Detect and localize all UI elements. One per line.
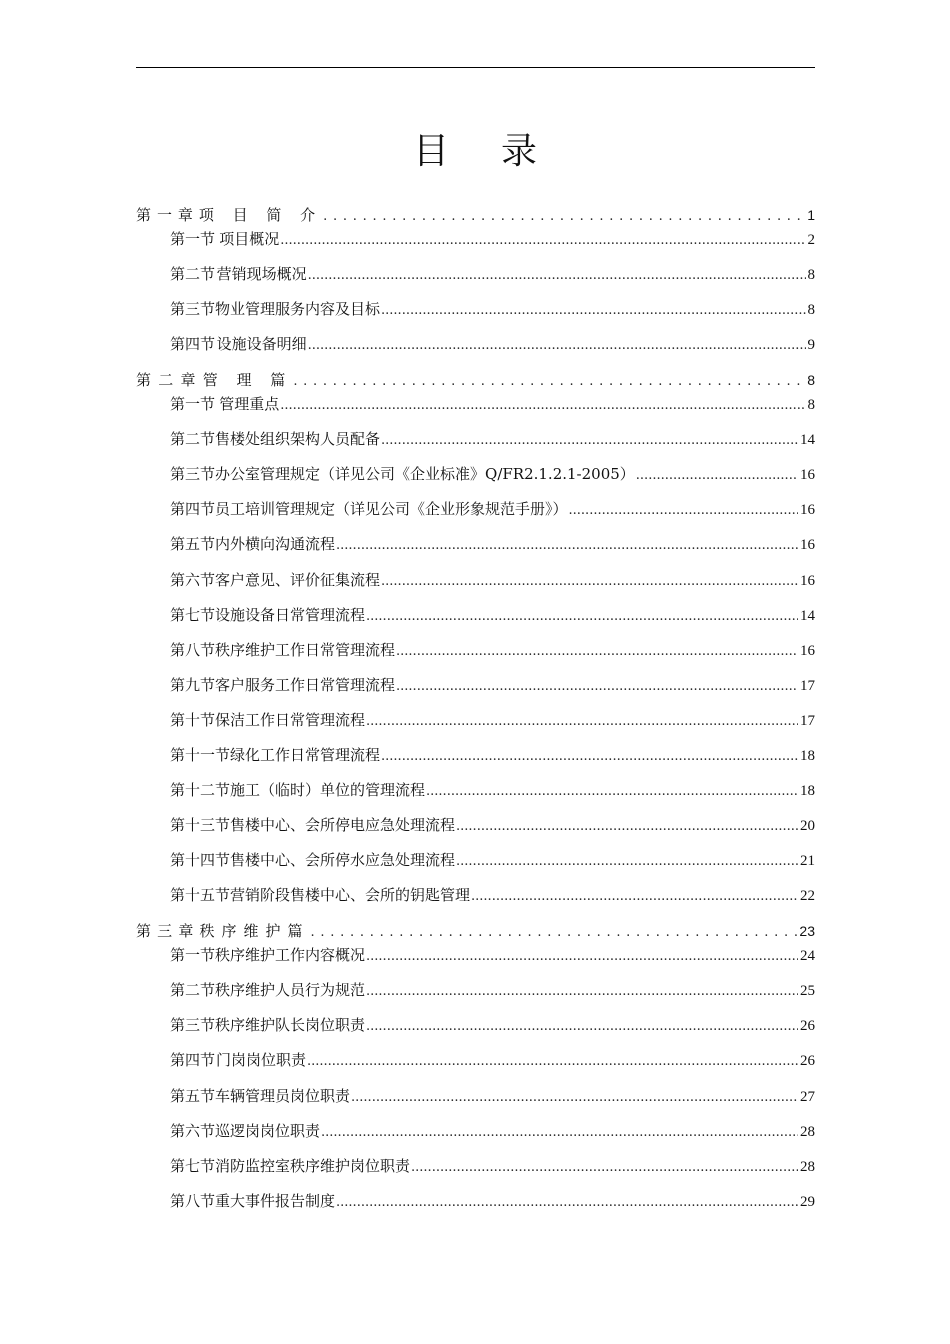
- section-title: 秩序维护队长岗位职责: [215, 1016, 366, 1034]
- toc-section-entry[interactable]: [136, 849, 815, 871]
- section-page-number: 26: [800, 1053, 815, 1069]
- dot-leader: [280, 393, 805, 417]
- section-page-number: 24: [800, 948, 815, 964]
- section-page-number: 14: [800, 432, 815, 448]
- section-title: 保洁工作日常管理流程: [215, 711, 366, 729]
- toc-section-entry[interactable]: [136, 533, 815, 555]
- dot-leader: [411, 1155, 798, 1179]
- section-label: 第六节: [170, 571, 216, 589]
- chapter-page-number: 8: [807, 372, 815, 388]
- section-title: 物业管理服务内容及目标: [215, 300, 381, 318]
- section-page-number: 28: [800, 1124, 815, 1140]
- chapter-label-char: 章: [178, 922, 194, 940]
- dot-leader: [323, 204, 805, 228]
- section-label: 第十二节: [170, 781, 231, 799]
- section-page-number: 22: [800, 888, 815, 904]
- chapter-label: [136, 204, 199, 226]
- toc-section-entry[interactable]: [136, 1049, 815, 1071]
- chapter-page-number: 23: [799, 923, 815, 939]
- section-title: 秩序维护人员行为规范: [215, 981, 366, 999]
- chapter-label-char: 章: [177, 206, 193, 224]
- toc-section-entry[interactable]: [136, 1155, 815, 1177]
- section-page-number: 9: [807, 337, 815, 353]
- toc-section-entry[interactable]: [136, 884, 815, 906]
- section-page-number: 2: [807, 232, 815, 248]
- dot-leader: [426, 779, 798, 803]
- section-page-number: 18: [800, 748, 815, 764]
- toc-section-entry[interactable]: [136, 263, 815, 285]
- section-page-number: 28: [800, 1159, 815, 1175]
- section-label: 第六节: [170, 1122, 216, 1140]
- toc-section-entry[interactable]: [136, 298, 815, 320]
- toc-chapter-entry[interactable]: [136, 920, 815, 942]
- section-page-number: 16: [800, 467, 815, 483]
- section-label: 第五节: [170, 1087, 216, 1105]
- chapter-label-char: 一: [156, 206, 172, 224]
- section-label: 第二节: [170, 430, 216, 448]
- section-page-number: 27: [800, 1089, 815, 1105]
- toc-section-entry[interactable]: [136, 639, 815, 661]
- section-label: 第二节: [170, 265, 216, 283]
- section-label: 第一节: [170, 946, 216, 964]
- section-title: 内外横向沟通流程: [215, 535, 336, 553]
- section-page-number: 26: [800, 1018, 815, 1034]
- section-title: 巡逻岗岗位职责: [215, 1122, 321, 1140]
- section-label: 第三节: [170, 1016, 216, 1034]
- section-title: 客户意见、评价征集流程: [215, 571, 381, 589]
- dot-leader: [366, 944, 798, 968]
- section-page-number: 25: [800, 983, 815, 999]
- section-title: 设施设备明细: [216, 335, 307, 353]
- dot-leader: [308, 263, 806, 287]
- dot-leader: [471, 884, 798, 908]
- section-page-number: 18: [800, 783, 815, 799]
- section-page-number: 16: [800, 573, 815, 589]
- header-rule: [136, 67, 815, 68]
- section-title: 车辆管理员岗位职责: [215, 1087, 351, 1105]
- section-title: 售楼处组织架构人员配备: [215, 430, 381, 448]
- section-page-number: 8: [807, 397, 815, 413]
- section-label: 第十五节: [170, 886, 231, 904]
- toc-section-entry[interactable]: [136, 744, 815, 766]
- dot-leader: [311, 920, 798, 944]
- section-label: 第十四节: [170, 851, 231, 869]
- chapter-label-char: 章: [180, 371, 196, 389]
- chapter-label-char: 第: [136, 206, 152, 224]
- toc-chapter-entry[interactable]: [136, 369, 815, 391]
- toc-section-entry[interactable]: [136, 428, 815, 450]
- section-title: 办公室管理规定（详见公司《企业标准》Q/FR2.1.2.1-2005）: [215, 465, 635, 483]
- section-label: 第四节: [170, 1051, 216, 1069]
- section-page-number: 14: [800, 608, 815, 624]
- section-label: 第二节: [170, 981, 216, 999]
- section-label: 第十一节: [170, 746, 231, 764]
- dot-leader: [569, 498, 798, 522]
- section-title: 消防监控室秩序维护岗位职责: [215, 1157, 411, 1175]
- toc-section-entry[interactable]: [136, 498, 815, 520]
- section-title: 客户服务工作日常管理流程: [215, 676, 396, 694]
- section-title: 营销阶段售楼中心、会所的钥匙管理: [230, 886, 471, 904]
- section-label: 第九节: [170, 676, 216, 694]
- section-page-number: 20: [800, 818, 815, 834]
- section-page-number: 29: [800, 1194, 815, 1210]
- section-title: 项目概况: [219, 230, 280, 248]
- section-title: 营销现场概况: [216, 265, 307, 283]
- section-title: 绿化工作日常管理流程: [230, 746, 381, 764]
- toc-section-entry[interactable]: [136, 228, 815, 250]
- dot-leader: [366, 604, 798, 628]
- section-page-number: 17: [800, 713, 815, 729]
- dot-leader: [308, 333, 806, 357]
- section-label: 第八节: [170, 641, 216, 659]
- toc-section-entry[interactable]: [136, 709, 815, 731]
- section-title: 售楼中心、会所停电应急处理流程: [230, 816, 456, 834]
- toc-title-char: 目: [412, 131, 449, 172]
- dot-leader: [381, 569, 798, 593]
- section-page-number: 16: [800, 502, 815, 518]
- section-label: 第十三节: [170, 816, 231, 834]
- section-label: 第一节: [170, 395, 216, 413]
- toc-section-entry[interactable]: [136, 1120, 815, 1142]
- dot-leader: [336, 533, 798, 557]
- section-title: 员工培训管理规定（详见公司《企业形象规范手册》）: [215, 500, 568, 518]
- section-label: 第七节: [170, 1157, 216, 1175]
- toc-section-entry[interactable]: [136, 779, 815, 801]
- section-page-number: 8: [807, 267, 815, 283]
- section-title: 设施设备日常管理流程: [215, 606, 366, 624]
- section-title: 施工（临时）单位的管理流程: [230, 781, 426, 799]
- section-label: 第八节: [170, 1192, 216, 1210]
- section-page-number: 16: [800, 643, 815, 659]
- toc-section-entry[interactable]: [136, 393, 815, 415]
- section-title: 重大事件报告制度: [215, 1192, 336, 1210]
- dot-leader: [336, 1190, 798, 1214]
- dot-leader: [381, 298, 805, 322]
- toc-section-entry[interactable]: [136, 1190, 815, 1212]
- toc-title: [0, 128, 950, 176]
- dot-leader: [381, 744, 798, 768]
- toc-section-entry[interactable]: [136, 333, 815, 355]
- dot-leader: [366, 709, 798, 733]
- dot-leader: [396, 639, 798, 663]
- toc-section-entry[interactable]: [136, 604, 815, 626]
- dot-leader: [381, 428, 798, 452]
- toc-section-entry[interactable]: [136, 1014, 815, 1036]
- toc-section-entry[interactable]: [136, 944, 815, 966]
- dot-leader: [456, 849, 798, 873]
- toc-section-entry[interactable]: [136, 569, 815, 591]
- section-label: 第五节: [170, 535, 216, 553]
- section-label: 第四节: [170, 500, 216, 518]
- chapter-title: 秩序维护篇: [199, 922, 310, 940]
- toc-section-entry[interactable]: [136, 674, 815, 696]
- chapter-label-char: 三: [157, 922, 173, 940]
- toc-title-char: 录: [501, 131, 538, 172]
- section-page-number: 16: [800, 537, 815, 553]
- toc-section-entry[interactable]: [136, 1085, 815, 1107]
- toc-section-entry[interactable]: [136, 814, 815, 836]
- section-label: 第三节: [170, 465, 216, 483]
- toc-section-entry[interactable]: [136, 463, 815, 485]
- dot-leader: [307, 1049, 798, 1073]
- section-label: 第七节: [170, 606, 216, 624]
- chapter-label: [136, 369, 203, 391]
- dot-leader: [636, 463, 798, 487]
- dot-leader: [351, 1085, 798, 1109]
- section-title: 秩序维护工作日常管理流程: [215, 641, 396, 659]
- chapter-label-char: 二: [158, 371, 174, 389]
- chapter-label-char: 第: [136, 371, 152, 389]
- section-title: 秩序维护工作内容概况: [215, 946, 366, 964]
- dot-leader: [293, 369, 805, 393]
- section-title: 售楼中心、会所停水应急处理流程: [230, 851, 456, 869]
- section-page-number: 17: [800, 678, 815, 694]
- dot-leader: [321, 1120, 798, 1144]
- section-label: 第四节: [170, 335, 216, 353]
- chapter-label-char: 第: [136, 922, 152, 940]
- section-title: 管理重点: [219, 395, 280, 413]
- section-label: 第一节: [170, 230, 216, 248]
- dot-leader: [396, 674, 798, 698]
- dot-leader: [456, 814, 798, 838]
- section-page-number: 8: [807, 302, 815, 318]
- chapter-label: [136, 920, 200, 942]
- chapter-title: 管 理 篇: [202, 371, 293, 389]
- dot-leader: [280, 228, 805, 252]
- dot-leader: [366, 1014, 798, 1038]
- section-label: 第十节: [170, 711, 216, 729]
- toc-chapter-entry[interactable]: [136, 204, 815, 226]
- section-title: 门岗岗位职责: [215, 1051, 306, 1069]
- dot-leader: [366, 979, 798, 1003]
- chapter-page-number: 1: [807, 207, 815, 223]
- toc-section-entry[interactable]: [136, 979, 815, 1001]
- chapter-title: 项 目 简 介: [198, 206, 323, 224]
- section-page-number: 21: [800, 853, 815, 869]
- section-label: 第三节: [170, 300, 216, 318]
